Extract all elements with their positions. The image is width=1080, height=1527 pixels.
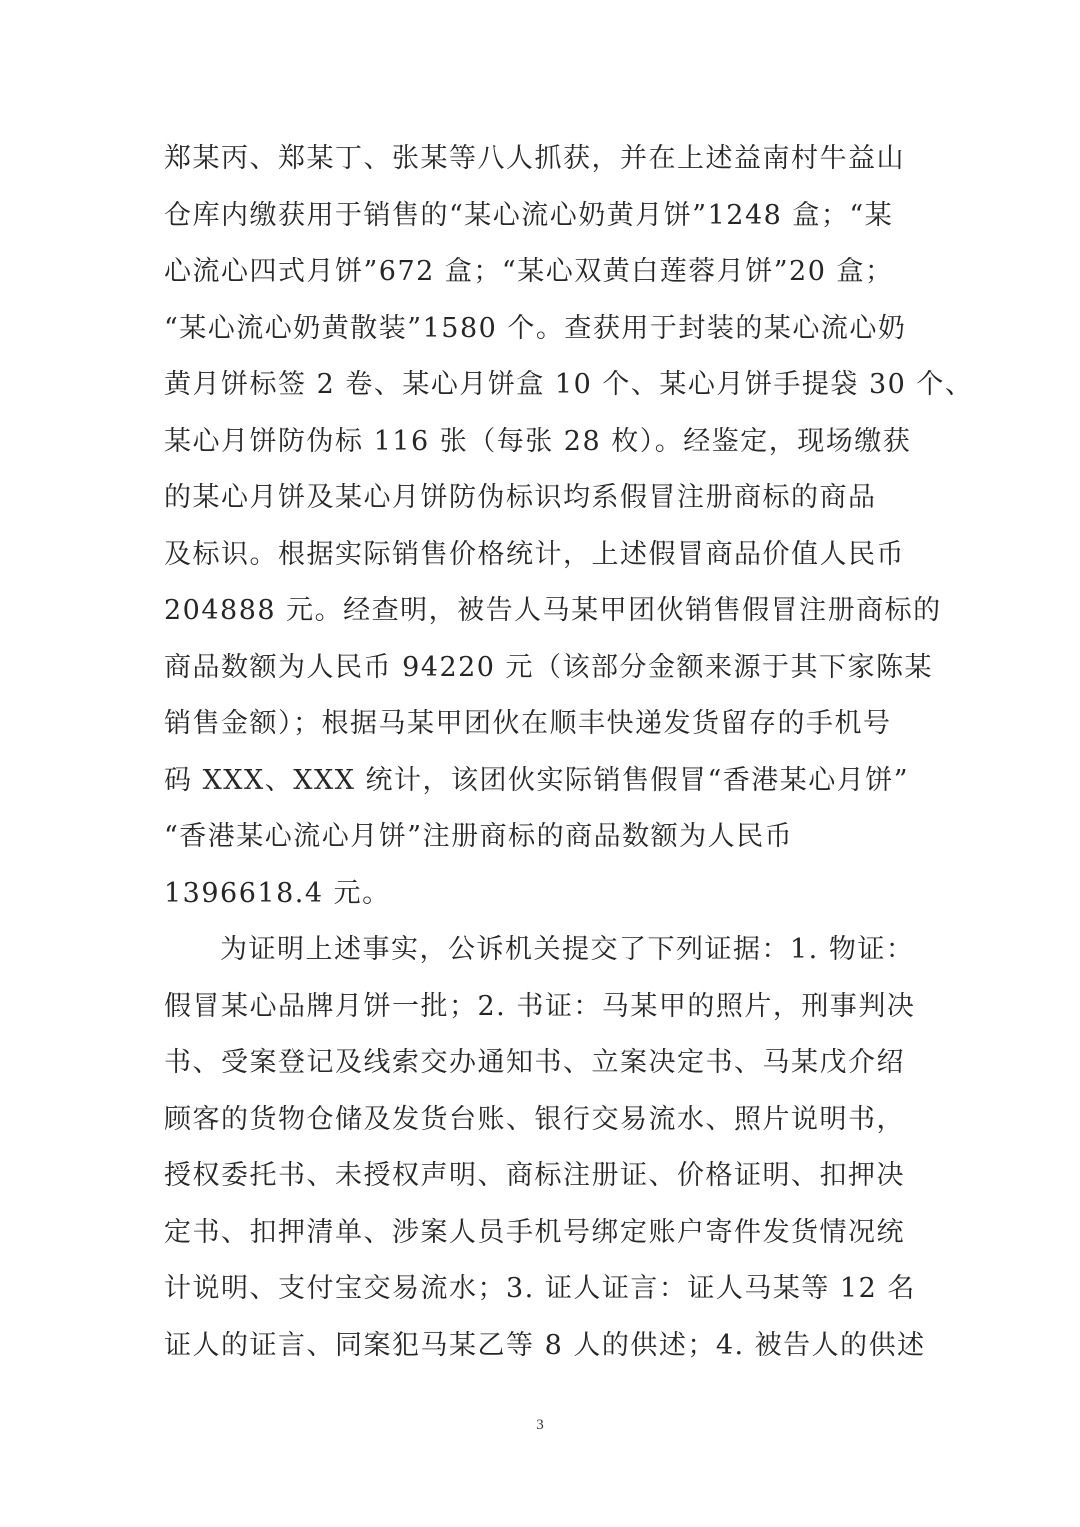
text-line-2: 仓库内缴获用于销售的“某心流心奶黄月饼”1248 盒；“某 [164,199,894,231]
text-line-3: 心流心四式月饼”672 盒；“某心双黄白莲蓉月饼”20 盒； [164,256,894,287]
text-line-1: 郑某丙、郑某丁、张某等八人抓获，并在上述益南村牛益山 [164,143,905,174]
text-line-9: 204888 元。经查明，被告人马某甲团伙销售假冒注册商标的 [164,595,942,626]
document-body [164,131,974,1374]
text-line-13: “香港某心流心月饼”注册商标的商品数额为人民币 [164,821,794,852]
text-line-21: 计说明、支付宝交易流水；3. 证人证言：证人马某等 12 名 [164,1273,916,1304]
text-line-8: 及标识。根据实际销售价格统计，上述假冒商品价值人民币 [164,538,905,570]
text-line-5: 黄月饼标签 2 卷、某心月饼盒 10 个、某心月饼手提袋 30 个、 [164,369,974,400]
text-line-6: 某心月饼防伪标 116 张（每张 28 枚）。经鉴定，现场缴获 [164,425,912,457]
text-line-11: 销售金额）；根据马某甲团伙在顺丰快递发货留存的手机号 [164,708,892,739]
text-line-22: 证人的证言、同案犯马某乙等 8 人的供述；4. 被告人的供述 [164,1329,926,1361]
text-line-18: 顾客的货物仓储及发货台账、银行交易流水、照片说明书， [164,1103,905,1135]
text-line-20: 定书、扣押清单、涉案人员手机号绑定账户寄件发货情况统 [164,1216,905,1248]
text-line-10: 商品数额为人民币 94220 元（该部分金额来源于其下家陈某 [164,651,934,683]
text-line-17: 书、受案登记及线索交办通知书、立案决定书、马某戊介绍 [164,1047,905,1078]
text-line-12: 码 XXX、XXX 统计，该团伙实际销售假冒“香港某心月饼” [164,764,910,796]
text-line-15: 为证明上述事实，公诉机关提交了下列证据：1. 物证： [220,934,915,965]
text-line-19: 授权委托书、未授权声明、商标注册证、价格证明、扣押决 [164,1160,905,1191]
text-line-7: 的某心月饼及某心月饼防伪标识均系假冒注册商标的商品 [164,482,877,513]
text-line-16: 假冒某心品牌月饼一批；2. 书证：马某甲的照片，刑事判决 [164,990,916,1022]
text-line-4: “某心流心奶黄散装”1580 个。查获用于封装的某心流心奶 [164,312,907,344]
page-number: 3 [536,1417,544,1433]
text-line-14: 1396618.4 元。 [164,877,391,909]
